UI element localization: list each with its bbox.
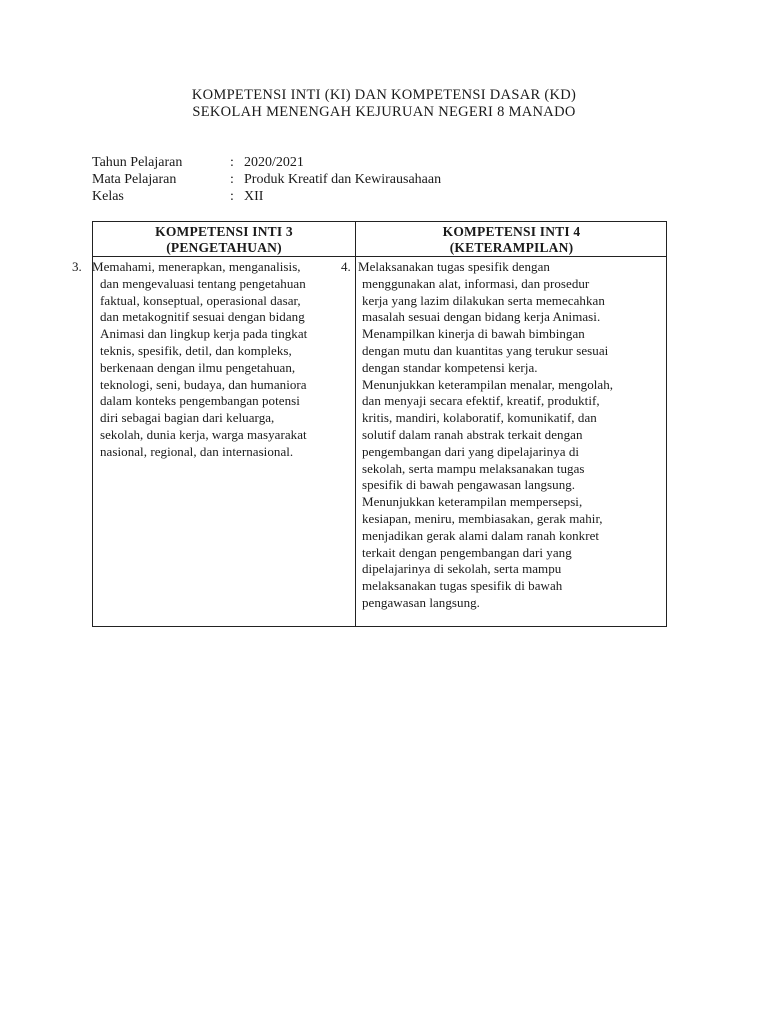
text-line: Menunjukkan keterampilan menalar, mengolah, bbox=[362, 376, 614, 392]
document-title-line-2: SEKOLAH MENENGAH KEJURUAN NEGERI 8 MANADO bbox=[192, 104, 576, 120]
table-header-divider bbox=[93, 256, 666, 257]
ki4-description bbox=[356, 259, 664, 612]
text-line: sekolah, dunia kerja, warga masyarakat bbox=[100, 426, 307, 442]
text-line: dalam konteks pengembangan potensi bbox=[100, 393, 300, 409]
text-line: diri sebagai bagian dari keluarga, bbox=[100, 410, 275, 426]
text-line: faktual, konseptual, operasional dasar, bbox=[100, 292, 301, 308]
text-line: sekolah, serta mampu melaksanakan tugas bbox=[362, 460, 585, 476]
text-line: kerja yang lazim dilakukan serta memecahkan bbox=[362, 292, 605, 308]
text-line: dengan standar kompetensi kerja. bbox=[362, 359, 538, 375]
header-ki3-line-1: KOMPETENSI INTI 3 bbox=[155, 224, 293, 239]
text-line: Menampilkan kinerja di bawah bimbingan bbox=[362, 326, 585, 342]
text-line: dan metakognitif sesuai dengan bidang bbox=[100, 309, 305, 325]
text-line: terkait dengan pengembangan dari yang bbox=[362, 544, 572, 560]
text-line: Animasi dan lingkup kerja pada tingkat bbox=[100, 326, 308, 342]
text-line: pengawasan langsung. bbox=[362, 594, 480, 610]
ki3-description bbox=[92, 259, 354, 461]
header-ki4 bbox=[356, 224, 667, 255]
text-line: teknologi, seni, budaya, dan humaniora bbox=[100, 376, 307, 392]
text-line: berkenaan dengan ilmu pengetahuan, bbox=[100, 359, 296, 375]
text-line: Menunjukkan keterampilan mempersepsi, bbox=[362, 494, 583, 510]
info-label: Kelas bbox=[92, 189, 124, 204]
text-line: melaksanakan tugas spesifik di bawah bbox=[362, 578, 563, 594]
text-line: menjadikan gerak alami dalam ranah konkret bbox=[362, 527, 600, 543]
text-line: nasional, regional, dan internasional. bbox=[100, 443, 294, 459]
text-line: masalah sesuai dengan bidang kerja Animasi. bbox=[362, 309, 601, 325]
info-block bbox=[92, 154, 441, 205]
info-label: Mata Pelajaran bbox=[92, 172, 177, 187]
text-line: Memahami, menerapkan, menganalisis, bbox=[92, 259, 301, 274]
header-ki4-line-1: KOMPETENSI INTI 4 bbox=[442, 224, 581, 239]
text-line: pengembangan dari yang dipelajarinya di bbox=[362, 443, 580, 459]
header-ki3 bbox=[93, 224, 355, 255]
text-line: solutif dalam ranah abstrak terkait dengan bbox=[362, 426, 583, 442]
text-line: spesifik di bawah pengawasan langsung. bbox=[362, 477, 576, 493]
header-ki4-line-2: (KETERAMPILAN) bbox=[449, 239, 574, 255]
info-row-kelas bbox=[92, 188, 441, 205]
info-row-mapel bbox=[92, 171, 441, 188]
text-line: dan mengevaluasi tentang pengetahuan bbox=[100, 275, 306, 291]
item-number-3: 3. bbox=[72, 259, 82, 274]
header-ki3-line-2: (PENGETAHUAN) bbox=[166, 239, 282, 255]
info-colon: : bbox=[230, 172, 234, 187]
document-title-line-1: KOMPETENSI INTI (KI) DAN KOMPETENSI DASAR (KD) bbox=[191, 87, 577, 103]
text-line: dan menyaji secara efektif, kreatif, produktif, bbox=[362, 393, 600, 409]
text-line: teknis, spesifik, detil, dan kompleks, bbox=[100, 342, 292, 358]
item-number-4: 4. bbox=[341, 259, 351, 274]
text-line: kritis, mandiri, kolaboratif, komunikatif, dan bbox=[362, 410, 597, 426]
info-colon: : bbox=[230, 189, 234, 204]
text-line: dengan mutu dan kuantitas yang terukur sesuai bbox=[362, 342, 609, 358]
info-label: Tahun Pelajaran bbox=[92, 155, 183, 170]
text-line: kesiapan, meniru, membiasakan, gerak mahir, bbox=[362, 510, 603, 526]
text-line: menggunakan alat, informasi, dan prosedur bbox=[362, 275, 590, 291]
text-line: Melaksanakan tugas spesifik dengan bbox=[358, 259, 550, 274]
info-colon: : bbox=[230, 155, 234, 170]
info-value: Produk Kreatif dan Kewirausahaan bbox=[244, 172, 442, 187]
info-value: XII bbox=[244, 189, 264, 204]
text-line: dipelajarinya di sekolah, serta mampu bbox=[362, 561, 562, 577]
info-value: 2020/2021 bbox=[244, 155, 304, 170]
info-row-tahun bbox=[92, 154, 441, 171]
